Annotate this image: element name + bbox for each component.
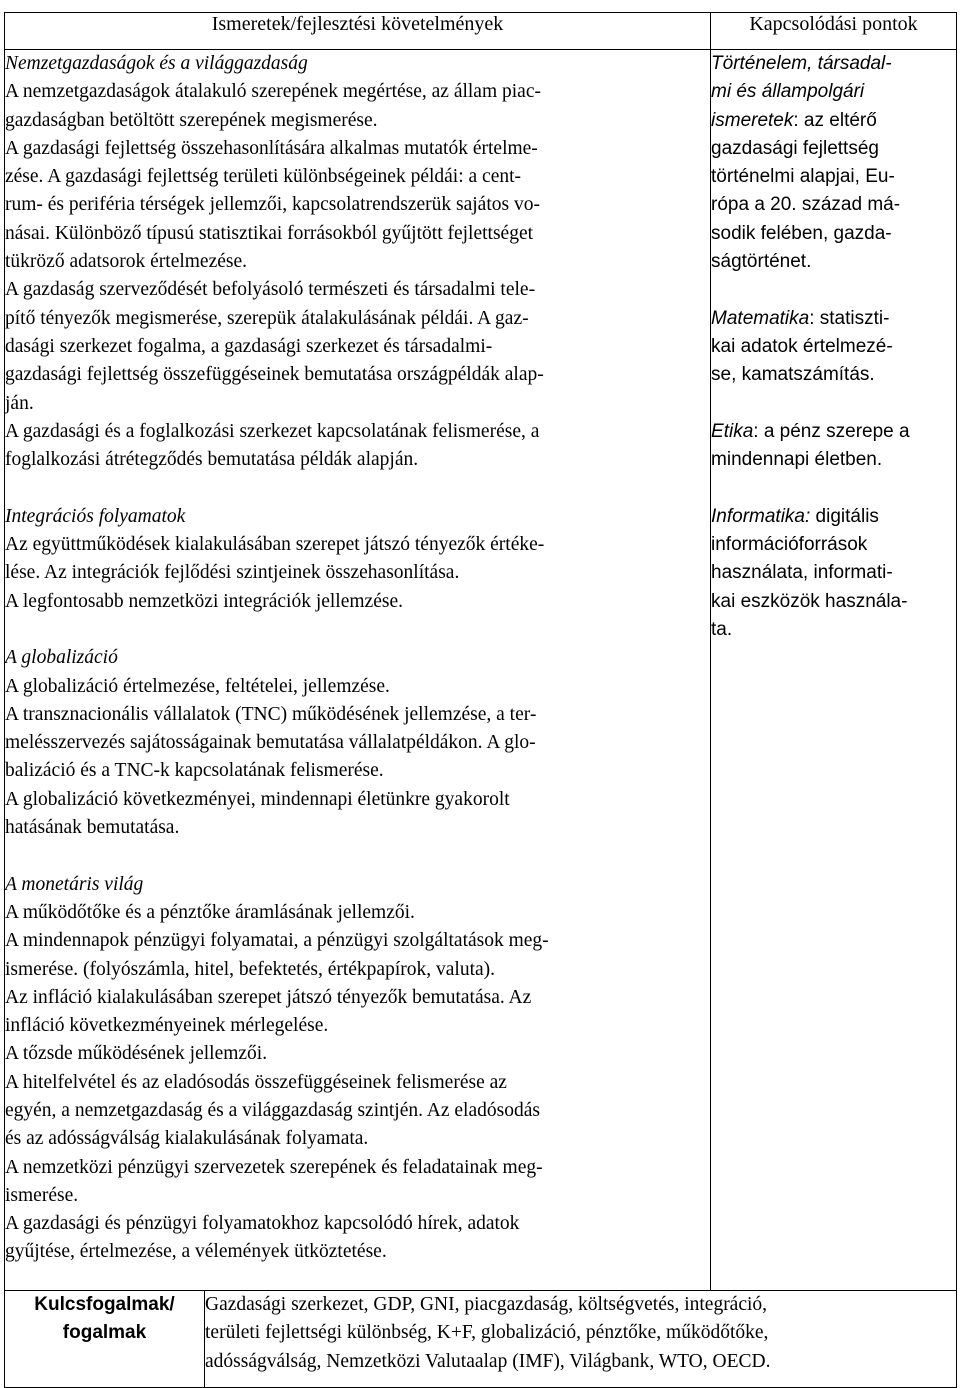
section-line: infláció következményeinek mérlegelése.: [5, 1015, 329, 1037]
section-line: rum- és periféria térségek jellemzői, kapcsolatrendszerük sajátos vo-: [5, 194, 540, 216]
connection-line: [711, 305, 956, 333]
connection-line: [711, 446, 956, 474]
section-line: A mindennapok pénzügyi folyamatai, a pénzügyi szolgáltatások meg-: [5, 930, 549, 952]
sections-container: [5, 50, 710, 1267]
key-terms-label: [5, 1291, 205, 1388]
key-terms-lines: [205, 1291, 956, 1376]
connection-entry: [711, 305, 956, 390]
connection-line: [711, 559, 956, 587]
connection-text: gazdasági fejlettség: [711, 137, 879, 159]
connection-entry: [711, 503, 956, 644]
connection-text: sodik felében, gazda-: [711, 222, 892, 244]
key-terms-line: Gazdasági szerkezet, GDP, GNI, piacgazdaság, költségvetés, integráció,: [205, 1294, 768, 1315]
section-line: foglalkozási átrétegződés bemutatása példák alapján.: [5, 449, 419, 471]
section-line: balizáció és a TNC-k kapcsolatának felismerése.: [5, 760, 384, 782]
section-line: gazdasági fejlettség összefüggéseinek bemutatása országpéldák alap-: [5, 364, 544, 386]
connection-subject: Etika: [711, 420, 754, 442]
section-line: A nemzetközi pénzügyi szervezetek szerepének és feladatainak meg-: [5, 1156, 543, 1178]
section-line: A gazdasági és a foglalkozási szerkezet kapcsolatának felismerése, a: [5, 420, 540, 442]
connection-text: kai eszközök használa-: [711, 590, 908, 612]
section-line: A globalizáció értelmezése, feltételei, jellemzése.: [5, 675, 390, 697]
section-line: zése. A gazdasági fejlettség területi különbségeinek példái: a cent-: [5, 166, 522, 188]
section-line: A hitelfelvétel és az eladósodás összefüggéseinek felismerése az: [5, 1071, 507, 1093]
section-line: és az adósságválság kialakulásának folyamata.: [5, 1128, 369, 1150]
section-line: melésszervezés sajátosságainak bemutatása vállalatpéldákon. A glo-: [5, 732, 536, 754]
connections-cell: [711, 50, 957, 1291]
connection-line: [711, 220, 956, 248]
connection-line: [711, 361, 956, 389]
section-line: A gazdasági és pénzügyi folyamatokhoz kapcsolódó hírek, adatok: [5, 1213, 520, 1235]
section-line: A transznacionális vállalatok (TNC) működésének jellemzése, a ter-: [5, 703, 537, 725]
section-line: A globalizáció következményei, mindennapi életünkre gyakorolt: [5, 788, 510, 810]
section-line: egyén, a nemzetgazdaság és a világgazdaság szintjén. Az eladósodás: [5, 1099, 540, 1121]
connection-line: [711, 248, 956, 276]
section-line: gazdaságban betöltött szerepének megismerése.: [5, 109, 378, 131]
section-title: A monetáris világ: [5, 873, 144, 895]
section-line: Az infláció kialakulásában szerepet játszó tényezők bemutatása. Az: [5, 986, 532, 1008]
connection-entry: [711, 418, 956, 475]
connection-line: [711, 135, 956, 163]
connections-container: [711, 50, 956, 644]
connection-subject: Matematika: [711, 307, 810, 329]
connection-text: ta.: [711, 618, 733, 640]
connection-subject: ismeretek: [711, 109, 794, 131]
section: [5, 644, 710, 842]
section: [5, 503, 710, 616]
section-title: A globalizáció: [5, 647, 118, 669]
section-line: tükröző adatsorok értelmezése.: [5, 251, 248, 273]
connection-line: [711, 163, 956, 191]
connection-text: ságtörténet.: [711, 251, 812, 273]
header-row: [5, 13, 957, 50]
connection-line: [711, 531, 956, 559]
section-line: lése. Az integrációk fejlődési szintjeinek összehasonlítása.: [5, 562, 460, 584]
connection-subject: Informatika:: [711, 505, 811, 527]
section-line: hatásának bemutatása.: [5, 817, 180, 839]
section-line: ján.: [5, 392, 34, 414]
header-connections: Kapcsolódási pontok: [711, 13, 957, 50]
curriculum-table: [4, 12, 957, 1388]
connection-text: használata, informati-: [711, 562, 893, 584]
key-terms-label-line2: fogalmak: [62, 1322, 147, 1343]
section-line: A nemzetgazdaságok átalakuló szerepének megértése, az állam piac-: [5, 81, 541, 103]
connection-text: : az eltérő: [793, 109, 877, 131]
connection-text: kai adatok értelmezé-: [711, 335, 893, 357]
section-line: Az együttműködések kialakulásában szerepet játszó tényezők értéke-: [5, 534, 545, 556]
connection-text: digitális: [810, 505, 879, 527]
connection-line: [711, 50, 956, 78]
connection-line: [711, 107, 956, 135]
section: [5, 50, 710, 474]
connection-text: mindennapi életben.: [711, 449, 883, 471]
section-title: Integrációs folyamatok: [5, 505, 186, 527]
section-line: A legfontosabb nemzetközi integrációk jellemzése.: [5, 590, 403, 612]
connection-text: se, kamatszámítás.: [711, 364, 875, 386]
connection-line: [711, 503, 956, 531]
section-line: A működőtőke és a pénztőke áramlásának jellemzői.: [5, 901, 415, 923]
section-line: pítő tényezők megismerése, szerepük átalakulásának példái. A gaz-: [5, 307, 529, 329]
key-terms-label-line1: Kulcsfogalmak/: [34, 1294, 175, 1315]
connection-line: [711, 333, 956, 361]
connection-line: [711, 616, 956, 644]
connection-text: rópa a 20. század má-: [711, 194, 901, 216]
connection-text: információforrások: [711, 534, 868, 556]
key-terms-row: [5, 1291, 957, 1388]
key-terms-line: adósságválság, Nemzetközi Valutaalap (IMF), Világbank, WTO, OECD.: [205, 1350, 771, 1372]
connection-line: [711, 588, 956, 616]
content-row: [5, 50, 957, 1291]
section: [5, 871, 710, 1267]
section-line: násai. Különböző típusú statisztikai forrásokból gyűjtött fejlettséget: [5, 222, 534, 244]
connection-text: : a pénz szerepe a: [753, 420, 910, 442]
connection-entry: [711, 50, 956, 276]
connection-line: [711, 418, 956, 446]
section-line: gyűjtése, értelmezése, a vélemények ütköztetése.: [5, 1241, 387, 1263]
connection-text: történelmi alapjai, Eu-: [711, 166, 895, 188]
key-terms-text: [205, 1291, 957, 1388]
requirements-cell: [5, 50, 711, 1291]
key-terms-line: területi fejlettségi különbség, K+F, globalizáció, pénztőke, működőtőke,: [205, 1322, 769, 1344]
connection-subject: Történelem, társadal-: [711, 53, 892, 74]
connection-line: [711, 78, 956, 106]
connection-subject: mi és állampolgári: [711, 81, 865, 103]
section-line: ismerése.: [5, 1184, 79, 1206]
section-title: Nemzetgazdaságok és a világgazdaság: [5, 53, 308, 74]
section-line: A gazdaság szerveződését befolyásoló természeti és társadalmi tele-: [5, 279, 536, 301]
connection-text: : statiszti-: [809, 307, 890, 329]
header-requirements: Ismeretek/fejlesztési követelmények: [5, 13, 711, 50]
section-line: A gazdasági fejlettség összehasonlítására alkalmas mutatók értelme-: [5, 137, 538, 159]
section-line: dasági szerkezet fogalma, a gazdasági szerkezet és társadalmi-: [5, 335, 493, 357]
connection-line: [711, 191, 956, 219]
section-line: ismerése. (folyószámla, hitel, befektetés, értékpapírok, valuta).: [5, 958, 496, 980]
section-line: A tőzsde működésének jellemzői.: [5, 1043, 268, 1065]
